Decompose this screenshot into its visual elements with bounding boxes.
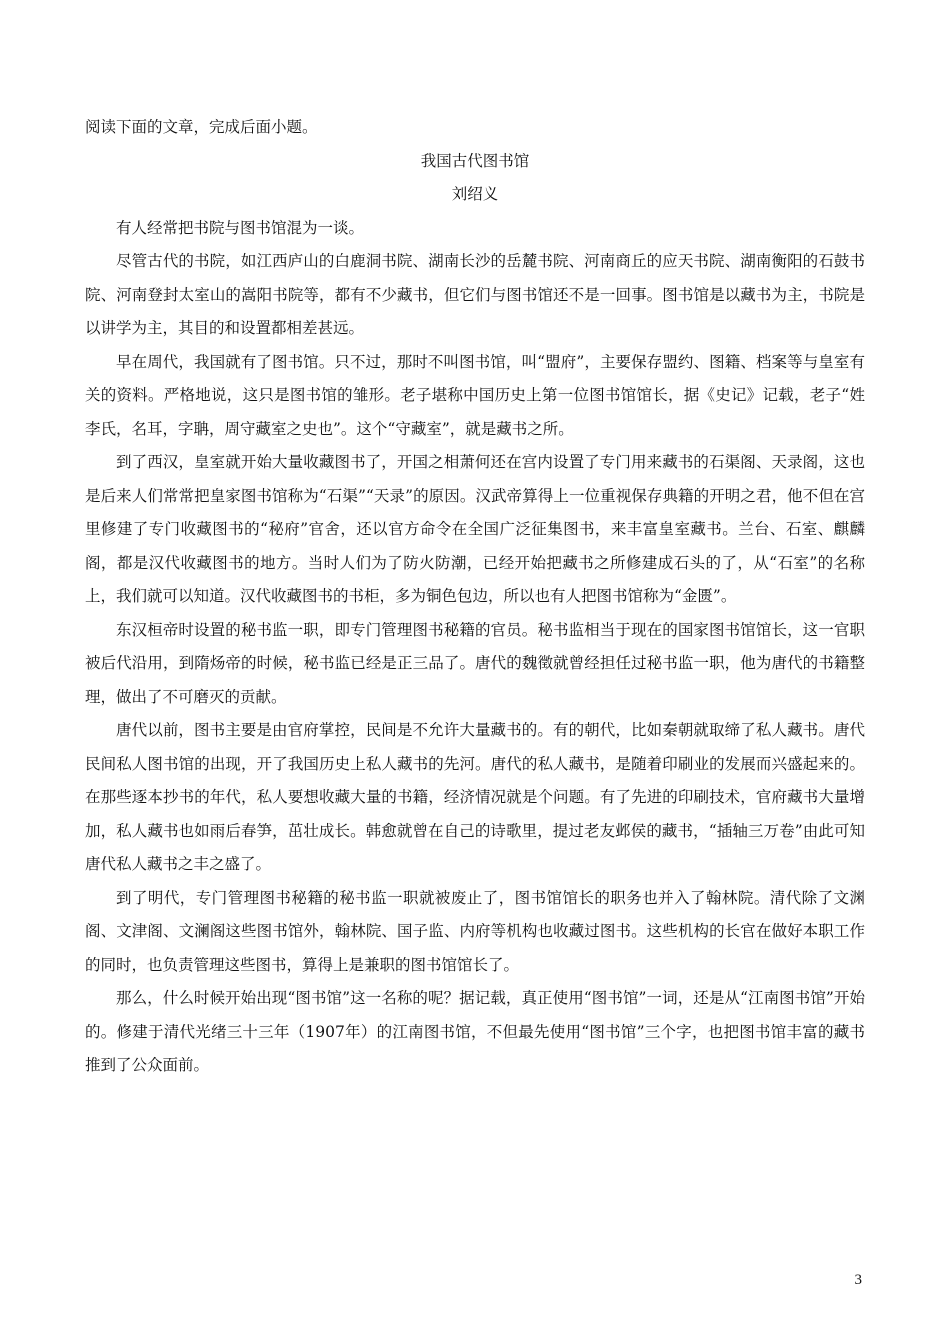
page-number: 3 <box>854 1272 862 1288</box>
paragraph-6: 唐代以前，图书主要是由官府掌控，民间是不允许大量藏书的。有的朝代，比如秦朝就取缔了私人藏书。唐代民间私人图书馆的出现，开了我国历史上私人藏书的先河。唐代的私人藏书，是随着印刷业的发展而兴盛起来的。在那些逐本抄书的年代，私人要想收藏大量的书籍，经济情况就是个问题。有了先进的印刷技术，官府藏书大量增加，私人藏书也如雨后春笋，茁壮成长。韩愈就曾在自己的诗歌里，提过老友邺侯的藏书，“插轴三万卷”由此可知唐代私人藏书之丰之盛了。 <box>85 721 865 873</box>
paragraph-8: 那么，什么时候开始出现“图书馆”这一名称的呢？据记载，真正使用“图书馆”一词，还是从“江南图书馆”开始的。修建于清代光绪三十三年（1907年）的江南图书馆，不但最先使用“图书馆”三个字，也把图书馆丰富的藏书推到了公众面前。 <box>85 989 865 1074</box>
paragraph-2: 尽管古代的书院，如江西庐山的白鹿洞书院、湖南长沙的岳麓书院、河南商丘的应天书院、湖南衡阳的石鼓书院、河南登封太室山的嵩阳书院等，都有不少藏书，但它们与图书馆还不是一回事。图书馆是以藏书为主，书院是以讲学为主，其目的和设置都相差甚远。 <box>85 252 865 337</box>
article-body <box>85 111 865 1083</box>
article-author: 刘绍义 <box>451 185 499 203</box>
reading-instruction: 阅读下面的文章，完成后面小题。 <box>85 118 318 136</box>
paragraph-1: 有人经常把书院与图书馆混为一谈。 <box>116 218 365 237</box>
paragraph-3: 早在周代，我国就有了图书馆。只不过，那时不叫图书馆，叫“盟府”，主要保存盟约、图籍、档案等与皇室有关的资料。严格地说，这只是图书馆的雏形。老子堪称中国历史上第一位图书馆馆长，据《史记》记载，老子“姓李氏，名耳，字聃，周守藏室之史也”。这个“守藏室”，就是藏书之所。 <box>85 352 865 438</box>
article-title: 我国古代图书馆 <box>420 151 530 170</box>
paragraph-7: 到了明代，专门管理图书秘籍的秘书监一职就被废止了，图书馆馆长的职务也并入了翰林院。清代除了文渊阁、文津阁、文澜阁这些图书馆外，翰林院、国子监、内府等机构也收藏过图书。这些机构的长官在做好本职工作的同时，也负责管理这些图书，算得上是兼职的图书馆馆长了。 <box>85 888 865 974</box>
paragraph-5: 东汉桓帝时设置的秘书监一职，即专门管理图书秘籍的官员。秘书监相当于现在的国家图书馆馆长，这一官职被后代沿用，到隋炀帝的时候，秘书监已经是正三品了。唐代的魏徵就曾经担任过秘书监一职，他为唐代的书籍整理，做出了不可磨灭的贡献。 <box>85 620 865 706</box>
paragraph-4: 到了西汉，皇室就开始大量收藏图书了，开国之相萧何还在宫内设置了专门用来藏书的石渠阁、天录阁，这也是后来人们常常把皇家图书馆称为“石渠”“天录”的原因。汉武帝算得上一位重视保存典籍的开明之君，他不但在宫里修建了专门收藏图书的“秘府”官舍，还以官方命令在全国广泛征集图书，来丰富皇室藏书。兰台、石室、麒麟阁，都是汉代收藏图书的地方。当时人们为了防火防潮，已经开始把藏书之所修建成石头的了，从“石室”的名称上，我们就可以知道。汉代收藏图书的书柜，多为铜色包边，所以也有人把图书馆称为“金匮”。 <box>85 453 865 605</box>
